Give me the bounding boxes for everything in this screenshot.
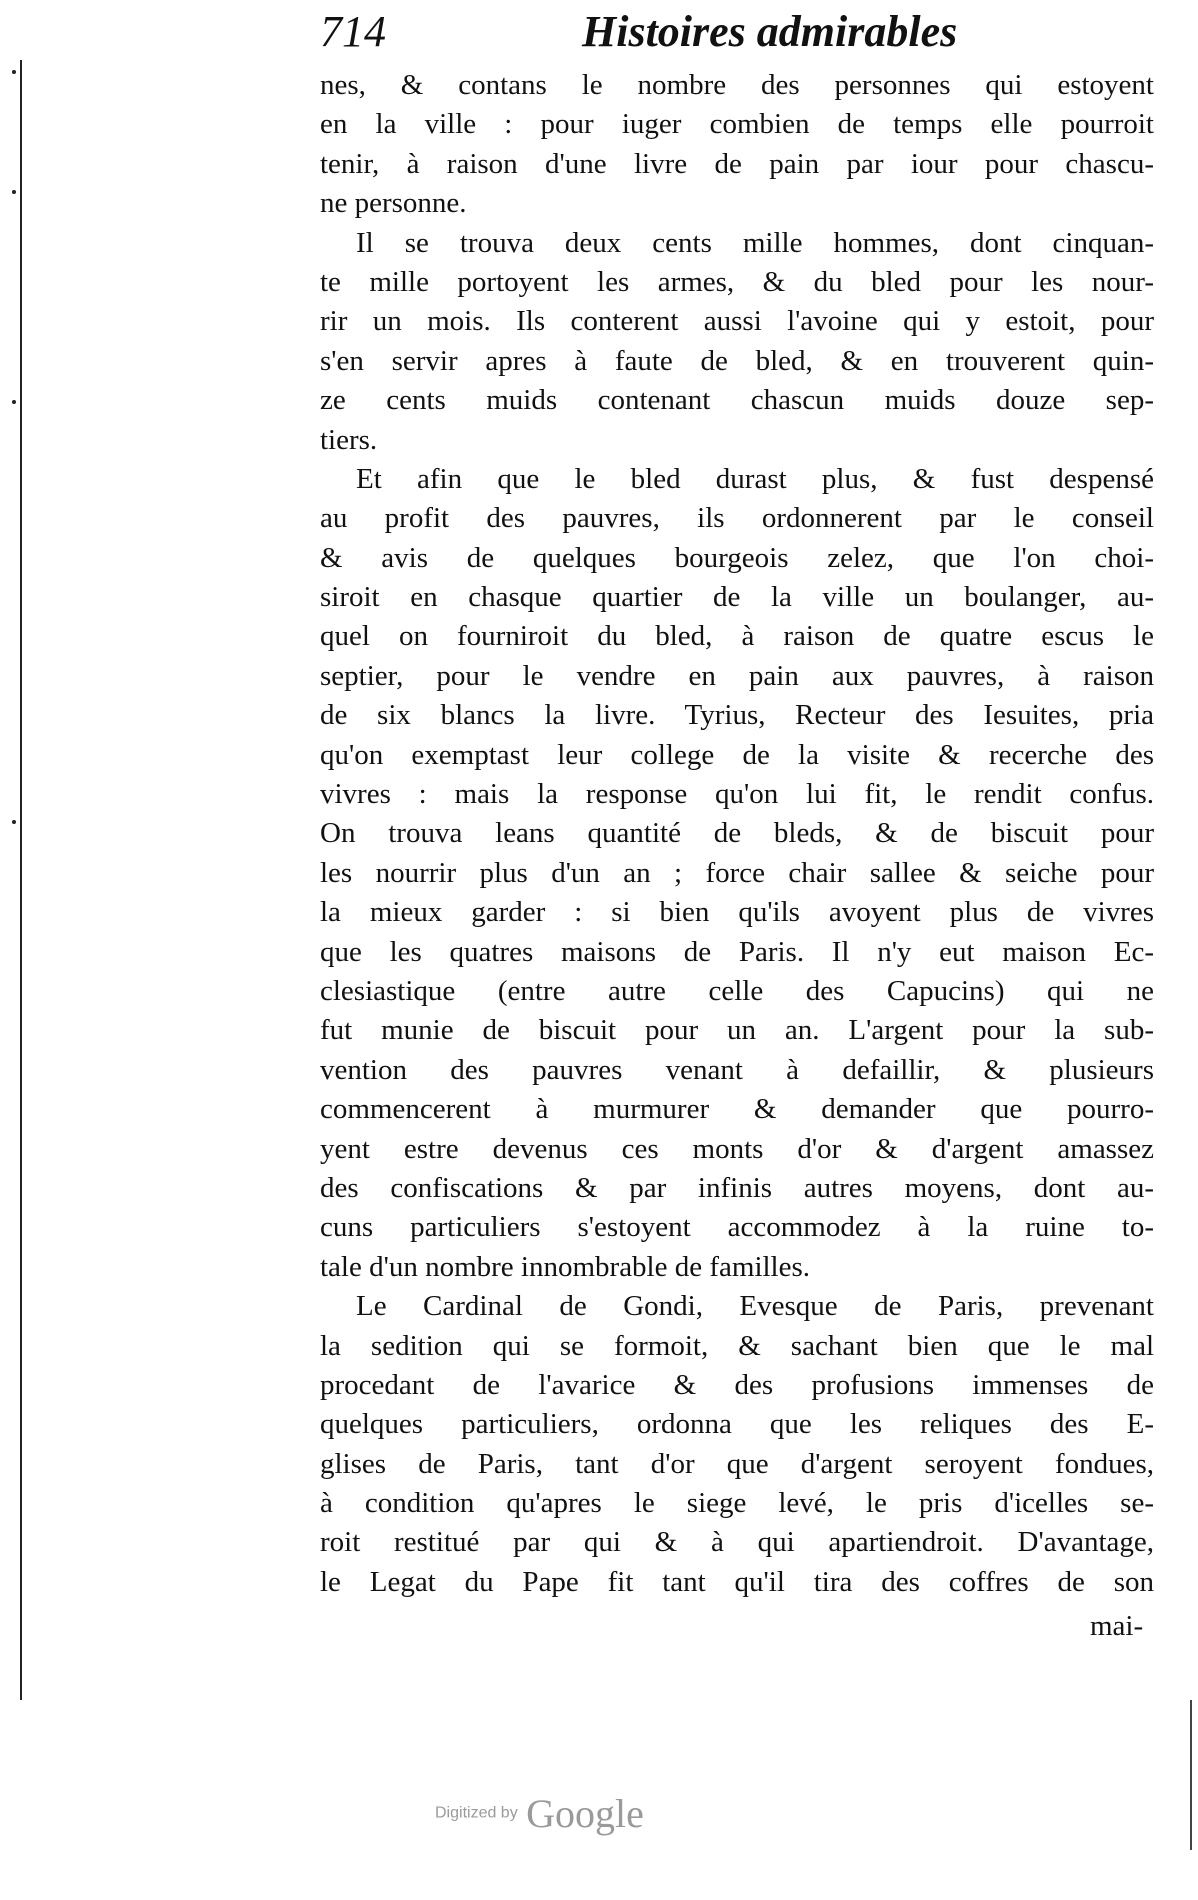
text-line: la sedition qui se formoit, & sachant bien que le mal [320,1329,1154,1362]
edge-mark [12,400,16,404]
text-line: à condition qu'apres le siege levé, le pris d'icelles se- [320,1487,1154,1520]
text-line: te mille portoyent les armes, & du bled pour les nour- [320,265,1154,298]
text-line: rir un mois. Ils conterent aussi l'avoine qui y estoit, pour [320,305,1154,338]
text-line: siroit en chasque quartier de la ville un boulanger, au- [320,581,1154,614]
body-text [320,66,1154,1602]
text-line: cuns particuliers s'estoyent accommodez à la ruine to- [320,1211,1154,1244]
text-line: yent estre devenus ces monts d'or & d'argent amassez [320,1132,1154,1165]
text-line: Il se trouva deux cents mille hommes, dont cinquan- [356,226,1154,259]
text-line: la mieux garder : si bien qu'ils avoyent plus de vivres [320,896,1154,929]
text-line: des confiscations & par infinis autres moyens, dont au- [320,1171,1154,1204]
text-line: au profit des pauvres, ils ordonnerent par le conseil [320,502,1154,535]
page-edge-rule [1190,1700,1192,1850]
edge-mark [12,190,16,194]
text-line: que les quatres maisons de Paris. Il n'y eut maison Ec- [320,935,1154,968]
text-line: en la ville : pour iuger combien de temps elle pourroit [320,108,1154,141]
text-line: le Legat du Pape fit tant qu'il tira des coffres de son [320,1565,1154,1598]
digitized-watermark [435,1790,644,1837]
text-line: vention des pauvres venant à defaillir, & plusieurs [320,1053,1154,1086]
text-line: Et afin que le bled durast plus, & fust despensé [356,462,1154,495]
catchword: mai- [1090,1610,1144,1642]
text-line: tiers. [320,423,378,456]
text-line: glises de Paris, tant d'or que d'argent seroyent fondues, [320,1447,1154,1480]
text-line: procedant de l'avarice & des profusions immenses de [320,1368,1154,1401]
text-line: s'en servir apres à faute de bled, & en trouverent quin- [320,344,1154,377]
text-line: clesiastique (entre autre celle des Capucins) qui ne [320,974,1154,1007]
text-line: tale d'un nombre innombrable de familles. [320,1250,811,1283]
running-head: Histoires admirables [582,7,958,56]
text-line: qu'on exemptast leur college de la visite & recerche des [320,738,1154,771]
page-edge-marks [8,60,22,1700]
text-line: les nourrir plus d'un an ; force chair sallee & seiche pour [320,856,1154,889]
text-line: Le Cardinal de Gondi, Evesque de Paris, prevenant [356,1290,1154,1323]
text-line: ze cents muids contenant chascun muids douze sep- [320,384,1154,417]
text-line: & avis de quelques bourgeois zelez, que l'on choi- [320,541,1154,574]
text-line: de six blancs la livre. Tyrius, Recteur des Iesuites, pria [320,699,1154,732]
text-line: roit restitué par qui & à qui apartiendroit. D'avantage, [320,1526,1154,1559]
text-line: quelques particuliers, ordonna que les reliques des E- [320,1408,1154,1441]
text-line: vivres : mais la response qu'on lui fit, le rendit confus. [320,778,1154,811]
text-line: nes, & contans le nombre des personnes qui estoyent [320,69,1154,101]
text-line: tenir, à raison d'une livre de pain par iour pour chascu- [320,147,1154,180]
text-line: septier, pour le vendre en pain aux pauvres, à raison [320,659,1154,692]
text-line: quel on fourniroit du bled, à raison de quatre escus le [320,620,1154,653]
text-line: ne personne. [320,187,467,220]
text-line: On trouva leans quantité de bleds, & de biscuit pour [320,817,1154,850]
digitized-by-label: Digitized by [435,1804,518,1822]
google-logo: Google [526,1791,644,1836]
edge-mark [12,70,16,74]
text-line: commencerent à murmurer & demander que pourro- [320,1093,1154,1126]
edge-mark [12,820,16,824]
page-number: 714 [320,7,386,56]
page-header [320,6,1160,66]
text-line: fut munie de biscuit pour un an. L'argent pour la sub- [320,1014,1154,1047]
